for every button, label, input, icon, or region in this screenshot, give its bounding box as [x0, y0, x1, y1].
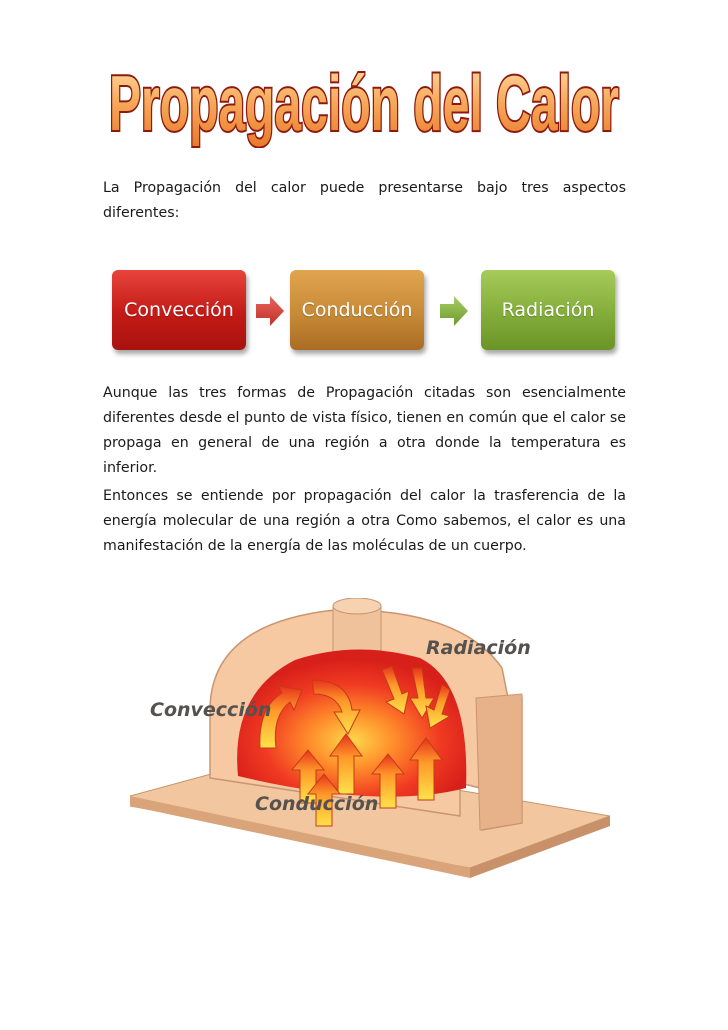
page-title	[0, 38, 728, 148]
body-paragraph-1: Aunque las tres formas de Propagación citadas son esencialmente diferentes desde el punto de vista físico, tienen en común que el calor se propaga en general de una región a otra donde la temperatura es inferior.	[103, 385, 626, 476]
oven-illustration	[130, 598, 610, 898]
step-radiation	[481, 270, 615, 350]
step-radiation-label: Radiación	[501, 299, 595, 321]
label-conduction: Conducción	[255, 793, 379, 815]
label-convection: Convección	[150, 699, 272, 721]
step-conduction	[290, 270, 424, 350]
arrow-right-icon	[440, 296, 468, 326]
step-convection-label: Convección	[124, 299, 234, 321]
step-convection	[112, 270, 246, 350]
arrow-right-icon	[256, 296, 284, 326]
intro-paragraph: La Propagación del calor puede presentarse bajo tres aspectos diferentes:	[103, 180, 626, 221]
body-paragraph-2: Entonces se entiende por propagación del calor la trasferencia de la energía molecular de una región a otra Como sabemos, el calor es una manifestación de la energía de las moléculas de un cuerpo.	[103, 488, 626, 554]
process-diagram	[103, 262, 626, 362]
page-title-text: Propagación del Calor	[109, 59, 619, 147]
label-radiation: Radiación	[426, 637, 531, 659]
step-conduction-label: Conducción	[301, 299, 413, 321]
